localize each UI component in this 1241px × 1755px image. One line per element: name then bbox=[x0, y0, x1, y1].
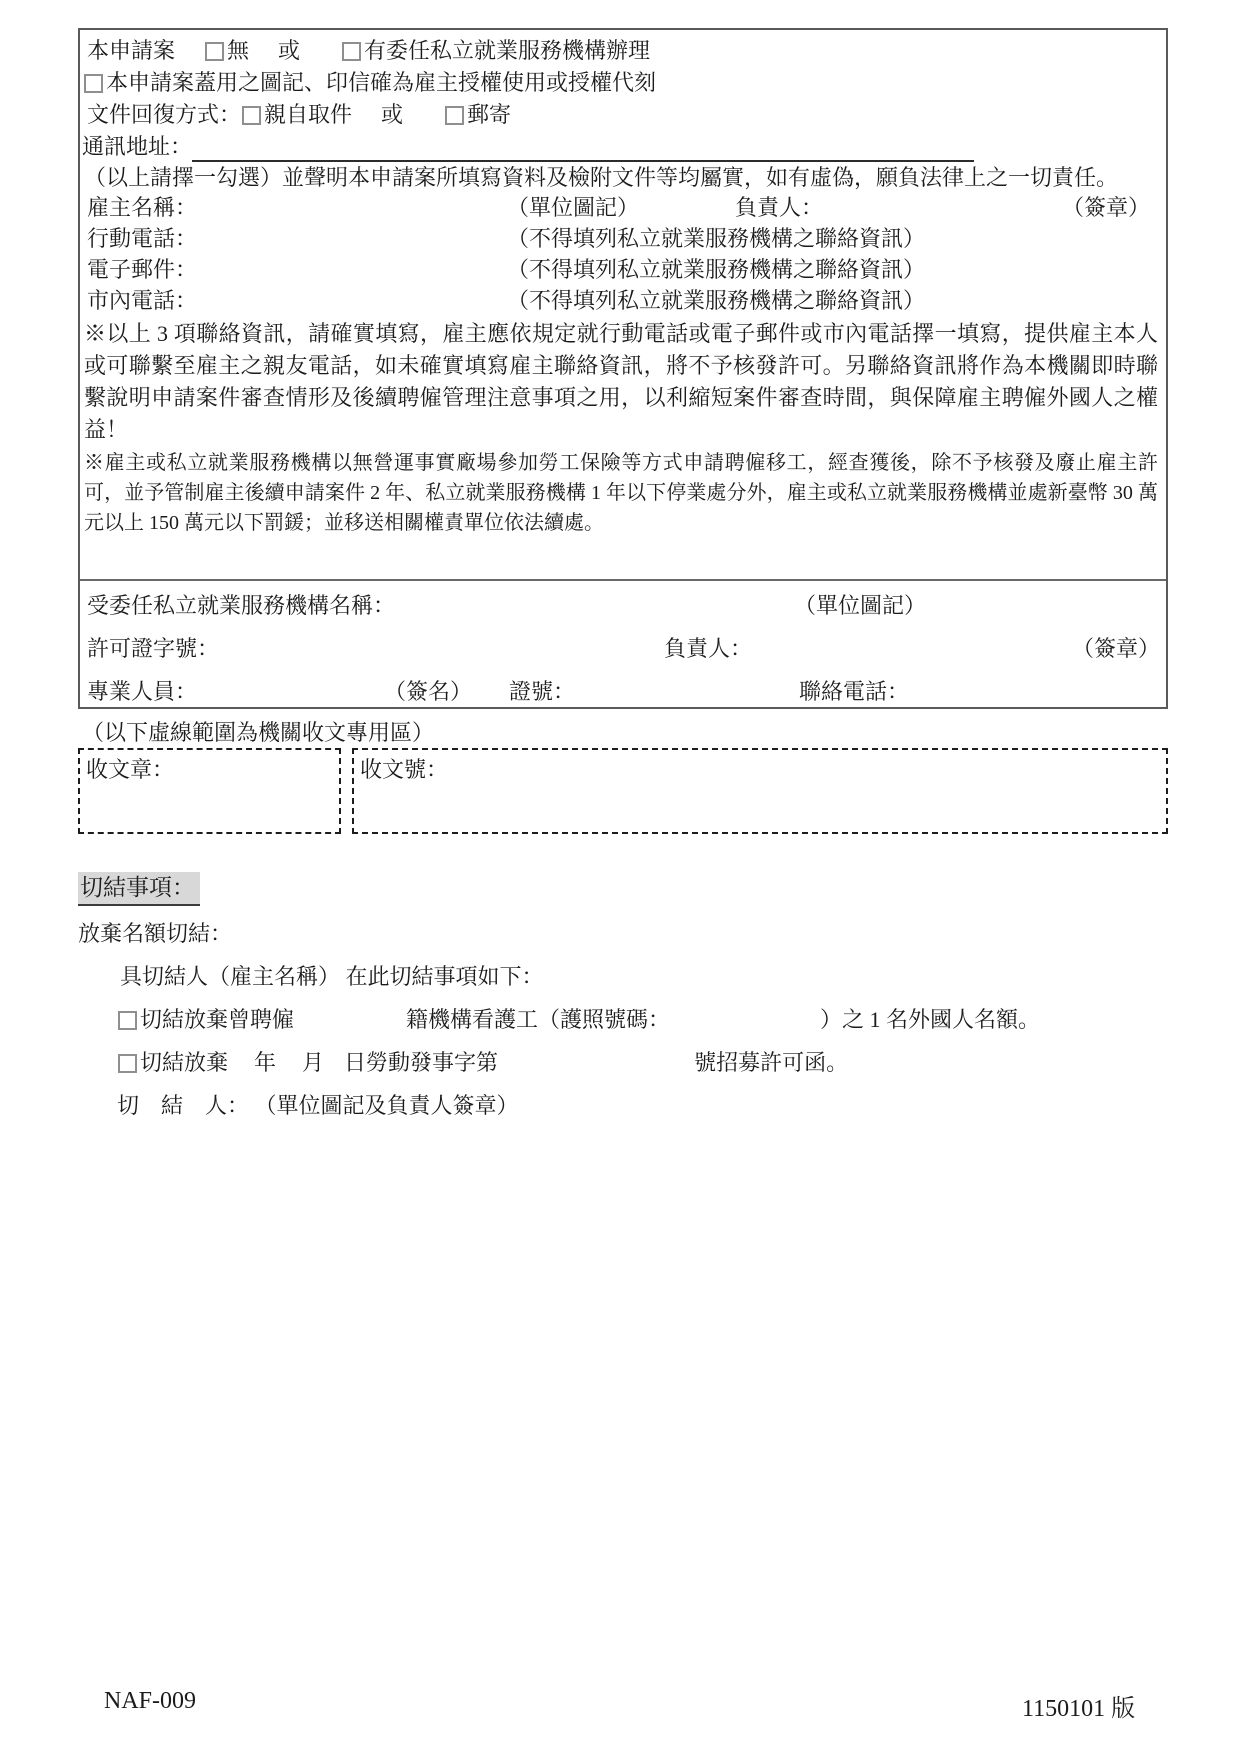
pledge-caregiver-part3: ）之 1 名外國人名額。 bbox=[820, 1007, 1041, 1032]
checkbox-seal-authorization[interactable] bbox=[84, 74, 103, 93]
checkbox-has-delegation[interactable] bbox=[342, 42, 361, 61]
email-note: （不得填列私立就業服務機構之聯絡資訊） bbox=[507, 257, 926, 282]
mail-label: 郵寄 bbox=[467, 102, 512, 127]
landline-note: （不得填列私立就業服務機構之聯絡資訊） bbox=[507, 288, 926, 313]
contact-info-notice: ※以上 3 項聯絡資訊，請確實填寫，雇主應依規定就行動電話或電子郵件或市內電話擇一填寫，提供雇主本人或可聯繫至雇主之親友電話，如未確實填寫雇主聯絡資訊，將不予核發許可。另聯絡資訊將作為本機關即時聯繫說明申請案件審查情形及後續聘僱管理注意事項之用，以利縮短案件審查時間，與保障雇主聘僱外國人之權益！ bbox=[84, 321, 1158, 442]
truth-declaration-text: （以上請擇一勾選）並聲明本申請案所填寫資料及檢附文件等均屬實，如有虛偽，願負法律上之一切責任。 bbox=[84, 165, 1119, 190]
employer-declaration-section bbox=[80, 30, 1166, 579]
pledge-caregiver-part2: 籍機構看護工（護照號碼： bbox=[406, 1007, 671, 1032]
delegation-or-label: 或 bbox=[278, 38, 301, 63]
pledge-caregiver-part1: 切結放棄曾聘僱 bbox=[140, 1007, 295, 1032]
mobile-phone-label: 行動電話： bbox=[87, 226, 198, 251]
employer-owner-label: 負責人： bbox=[735, 195, 824, 220]
receipt-stamp-box bbox=[78, 748, 341, 834]
mobile-phone-row bbox=[87, 223, 1158, 254]
mailing-address-label: 通訊地址： bbox=[82, 134, 193, 159]
agency-signature-label: （簽章） bbox=[1072, 636, 1161, 661]
application-declaration-box bbox=[78, 28, 1168, 709]
document-return-prefix: 文件回復方式： bbox=[87, 102, 242, 127]
pledge-recruit-part1: 切結放棄 bbox=[140, 1050, 229, 1075]
employer-name-row bbox=[87, 192, 1158, 223]
agency-section bbox=[80, 579, 1166, 709]
pledge-intro-line bbox=[78, 962, 1168, 992]
pledge-recruit-month: 月 bbox=[302, 1050, 325, 1075]
pledge-signer-label: 切 結 人： bbox=[117, 1093, 250, 1118]
form-code: NAF-009 bbox=[104, 1688, 197, 1714]
document-return-line bbox=[87, 99, 1158, 131]
delegation-line bbox=[87, 35, 1158, 67]
specialist-cert-label: 證號： bbox=[509, 679, 576, 704]
license-number-label: 許可證字號： bbox=[87, 636, 220, 661]
mobile-phone-note: （不得填列私立就業服務機構之聯絡資訊） bbox=[507, 226, 926, 251]
pledge-recruit-part2: 日勞動發事字第 bbox=[344, 1050, 499, 1075]
penalty-notice: ※雇主或私立就業服務機構以無營運事實廠場參加勞工保險等方式申請聘僱移工，經查獲後，除不予核發及廢止雇主許可，並予管制雇主後續申請案件 2 年、私立就業服務機構 1 年以下停業處分外，雇主或私立就業服務機構並處新臺幣 30 萬元以上 150 萬元以下罰鍰；並移送相關權責單位依法續處。 bbox=[84, 452, 1158, 534]
pledge-signer-note: （單位圖記及負責人簽章） bbox=[254, 1093, 519, 1118]
checkbox-pledge-caregiver[interactable] bbox=[118, 1011, 137, 1030]
agency-specialist-row bbox=[87, 676, 1158, 719]
pledge-heading: 切結事項： bbox=[78, 872, 200, 906]
form-version: 1150101 版 bbox=[1022, 1696, 1136, 1722]
employer-name-label: 雇主名稱： bbox=[87, 195, 198, 220]
receipt-area-note: （以下虛線範圍為機關收文專用區） bbox=[82, 720, 435, 745]
return-or-label: 或 bbox=[381, 102, 404, 127]
email-row bbox=[87, 254, 1158, 285]
receipt-number-box bbox=[352, 748, 1168, 834]
pickup-label: 親自取件 bbox=[264, 102, 353, 127]
landline-label: 市內電話： bbox=[87, 288, 198, 313]
no-delegation-label: 無 bbox=[227, 38, 250, 63]
agency-owner-label: 負責人： bbox=[664, 636, 753, 661]
pledge-subheading: 放棄名額切結： bbox=[78, 921, 233, 946]
seal-authorization-line bbox=[83, 67, 1158, 99]
agency-name-label: 受委任私立就業服務機構名稱： bbox=[87, 593, 396, 618]
pledge-recruit-year: 年 bbox=[254, 1050, 277, 1075]
pledge-recruit-part3: 號招募許可函。 bbox=[694, 1050, 849, 1075]
pledge-item-recruitment bbox=[78, 1048, 1168, 1078]
checkbox-pickup-in-person[interactable] bbox=[242, 106, 261, 125]
specialist-label: 專業人員： bbox=[87, 679, 198, 704]
receipt-stamp-label: 收文章： bbox=[86, 757, 175, 782]
landline-row bbox=[87, 285, 1158, 316]
pledge-section bbox=[78, 872, 1168, 1121]
checkbox-no-delegation[interactable] bbox=[205, 42, 224, 61]
pledge-intro-right: 在此切結事項如下： bbox=[345, 964, 544, 989]
checkbox-pledge-recruitment[interactable] bbox=[118, 1054, 137, 1073]
has-delegation-label: 有委任私立就業服務機構辦理 bbox=[364, 38, 651, 63]
mailing-address-line bbox=[82, 131, 1158, 162]
delegation-line-prefix: 本申請案 bbox=[87, 38, 176, 63]
pledge-intro-left: 具切結人（雇主名稱） bbox=[120, 964, 341, 989]
specialist-sign-label: （簽名） bbox=[384, 679, 473, 704]
email-label: 電子郵件： bbox=[87, 257, 198, 282]
pledge-signer-line bbox=[78, 1091, 1168, 1121]
employer-seal-label: （單位圖記） bbox=[507, 195, 640, 220]
agency-seal-label: （單位圖記） bbox=[794, 593, 927, 618]
mailing-address-blank[interactable] bbox=[192, 136, 974, 162]
pledge-item-caregiver bbox=[78, 1005, 1168, 1035]
employer-signature-label: （簽章） bbox=[1062, 195, 1151, 220]
receipt-number-label: 收文號： bbox=[360, 757, 449, 782]
agency-license-row bbox=[87, 633, 1161, 676]
seal-authorization-label: 本申請案蓋用之圖記、印信確為雇主授權使用或授權代刻 bbox=[106, 70, 657, 95]
agency-name-row bbox=[87, 590, 1158, 633]
specialist-phone-label: 聯絡電話： bbox=[799, 679, 910, 704]
checkbox-mail[interactable] bbox=[445, 106, 464, 125]
